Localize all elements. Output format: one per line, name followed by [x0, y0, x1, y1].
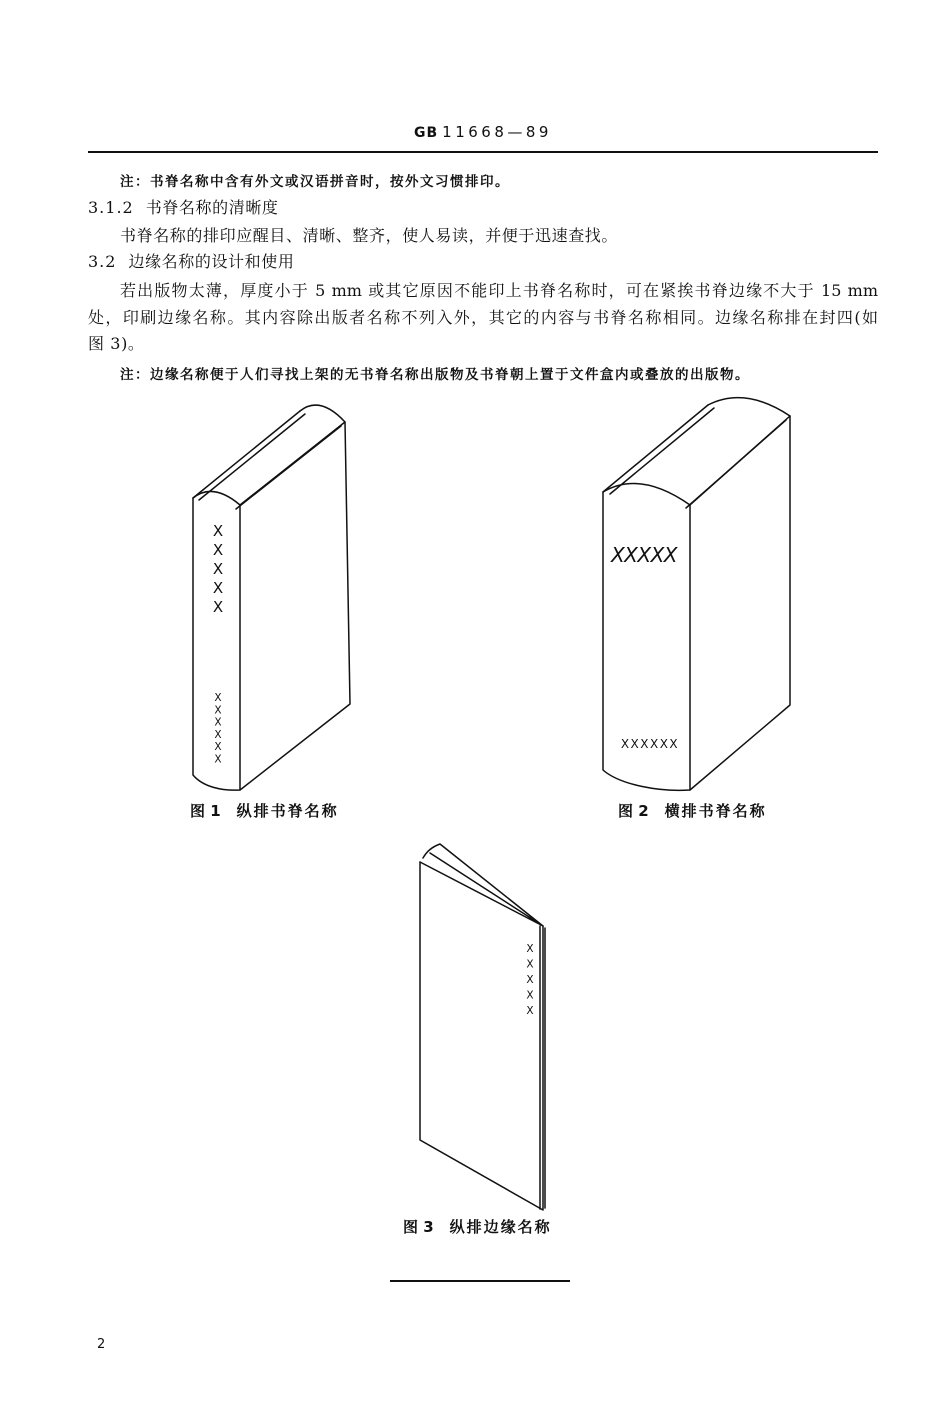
page-number: 2	[97, 1337, 106, 1352]
fig3-fanned-pages	[420, 844, 543, 926]
figure-1-book	[193, 405, 350, 790]
figure-3-caption	[403, 1220, 552, 1235]
fig2-top-edge	[603, 405, 786, 508]
spine-letter: X	[214, 728, 222, 741]
spine-letter: X	[214, 753, 222, 766]
paragraph-3-2-line-1: 若出版物太薄，厚度小于 5 mm 或其它原因不能印上书脊名称时，可在紧挨书脊边缘不大于 15 mm	[120, 281, 878, 300]
standard-number: 11668—89	[442, 123, 552, 141]
fig1-cover-side	[240, 422, 350, 790]
fig1-spine-text-lower	[214, 692, 221, 766]
spine-letter: X	[214, 692, 222, 704]
spine-letter: X	[214, 704, 222, 717]
fig1-top-edge	[193, 411, 341, 509]
figure-label: 图 2	[618, 802, 649, 820]
end-rule	[390, 1280, 570, 1282]
fig2-far-headcap	[708, 398, 790, 416]
note-2: 注：边缘名称便于人们寻找上架的无书脊名称出版物及书脊朝上置于文件盒内或叠放的出版物。	[120, 367, 750, 383]
paragraph-3-1-2: 书脊名称的排印应醒目、清晰、整齐，使人易读，并便于迅速查找。	[120, 226, 619, 245]
figure-2-caption	[618, 804, 767, 819]
spine-letter: X	[212, 579, 224, 597]
figure-3-booklet	[420, 844, 545, 1210]
figure-title: 纵排边缘名称	[449, 1218, 552, 1236]
fig2-spine-text-lower: XXXXXX	[620, 737, 680, 751]
standard-header	[414, 125, 552, 140]
figure-title: 横排书脊名称	[664, 802, 767, 820]
spine-letter: X	[212, 560, 224, 578]
spine-letter: X	[526, 989, 534, 1002]
section-number: 3.1.2	[88, 198, 134, 217]
figure-title: 纵排书脊名称	[236, 802, 339, 820]
paragraph-3-2-line-2: 处，印刷边缘名称。其内容除出版者名称不列入外，其它的内容与书脊名称相同。边缘名称排在封四(如	[88, 308, 878, 327]
header-rule	[88, 151, 878, 153]
paragraph-3-2-line-3: 图 3)。	[88, 334, 145, 353]
section-heading-3-1-2	[88, 200, 279, 216]
fig1-far-headcap	[300, 405, 345, 422]
spine-letter: X	[214, 741, 222, 754]
spine-letter: X	[214, 716, 222, 729]
figure-2-book	[603, 398, 790, 791]
spine-letter: X	[526, 1005, 534, 1017]
standard-code: GB	[414, 125, 439, 141]
figure-1-caption	[190, 804, 339, 819]
section-title: 书脊名称的清晰度	[145, 198, 279, 217]
note-1: 注：书脊名称中含有外文或汉语拼音时，按外文习惯排印。	[120, 174, 510, 190]
spine-letter: X	[526, 974, 534, 986]
figure-label: 图 1	[190, 802, 221, 820]
fig3-edge-text	[526, 943, 533, 1017]
spine-letter: X	[212, 541, 224, 559]
section-number: 3.2	[88, 252, 117, 271]
fig2-spine-text-upper: XXXXX	[610, 543, 678, 567]
section-title: 边缘名称的设计和使用	[128, 252, 295, 271]
figure-label: 图 3	[403, 1218, 434, 1236]
spine-letter: X	[526, 943, 534, 955]
fig1-spine-text-upper	[213, 522, 223, 616]
spine-letter: X	[212, 598, 224, 616]
spine-letter: X	[526, 958, 534, 971]
section-heading-3-2	[88, 254, 294, 270]
fig2-cover-side	[690, 416, 790, 790]
spine-letter: X	[212, 522, 224, 540]
